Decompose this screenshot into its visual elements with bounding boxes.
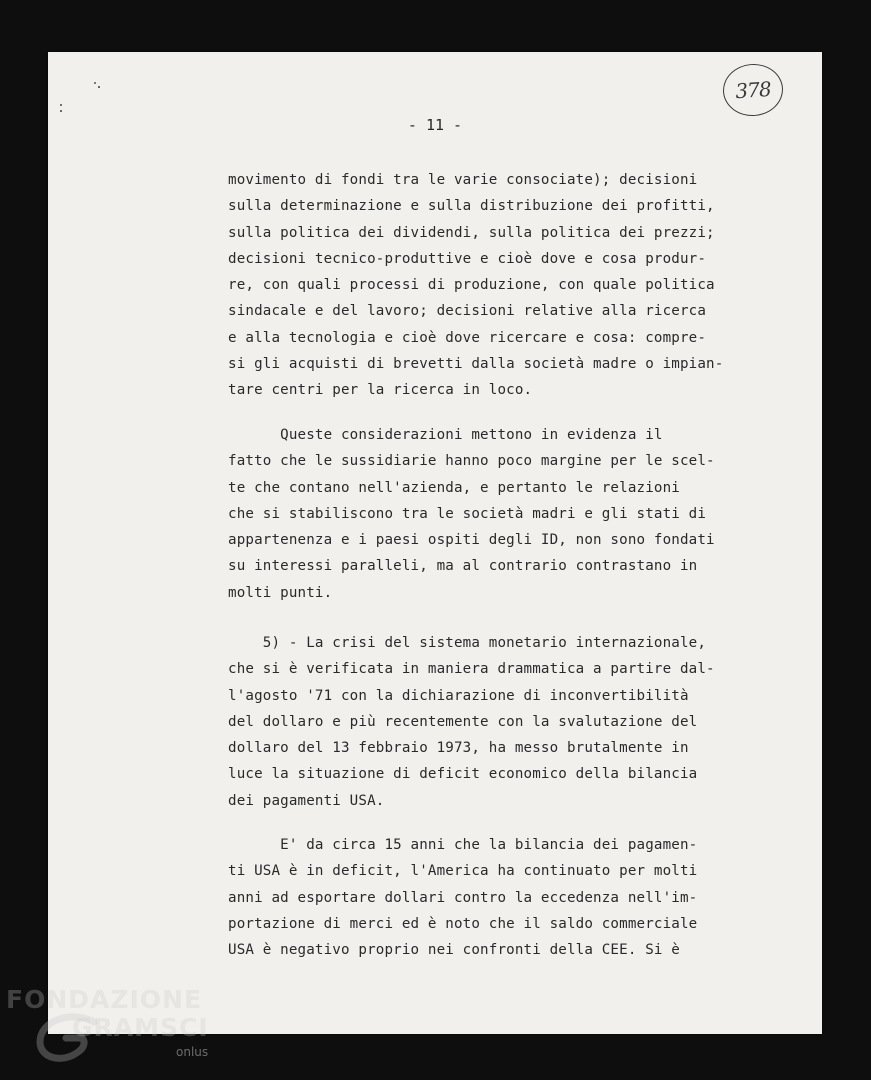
text-line: e alla tecnologia e cioè dove ricercare e cosa: compre- bbox=[228, 329, 707, 346]
text-line: USA è negativo proprio nei confronti della CEE. Si è bbox=[228, 942, 680, 959]
text-line: che si è verificata in maniera drammatica a partire dal- bbox=[228, 661, 715, 678]
text-line: Queste considerazioni mettono in evidenza il bbox=[228, 427, 663, 443]
text-line: te che contano nell'azienda, e pertanto le relazioni bbox=[228, 479, 680, 496]
text-line: sulla politica dei dividendi, sulla politica dei prezzi; bbox=[228, 224, 715, 241]
text-line: si gli acquisti di brevetti dalla società madre o impian- bbox=[228, 356, 724, 373]
text-line: tare centri per la ricerca in loco. bbox=[228, 382, 533, 399]
paragraph bbox=[228, 167, 758, 404]
text-line: l'agosto '71 con la dichiarazione di inconvertibilità bbox=[228, 687, 689, 704]
text-line: ti USA è in deficit, l'America ha continuato per molti bbox=[228, 863, 698, 880]
text-line: appartenenza e i paesi ospiti degli ID, non sono fondati bbox=[228, 532, 715, 549]
text-line: luce la situazione di deficit economico della bilancia bbox=[228, 766, 698, 783]
text-line: decisioni tecnico-produttive e cioè dove e cosa produr- bbox=[228, 250, 707, 267]
text-line: movimento di fondi tra le varie consociate); decisioni bbox=[228, 172, 698, 188]
text-line: fatto che le sussidiarie hanno poco margine per le scel- bbox=[228, 453, 715, 470]
text-line: del dollaro e più recentemente con la svalutazione del bbox=[228, 713, 698, 730]
text-line: sulla determinazione e sulla distribuzione dei profitti, bbox=[228, 198, 715, 215]
text-line: su interessi paralleli, ma al contrario contrastano in bbox=[228, 558, 698, 575]
fondazione-gramsci-watermark bbox=[2, 983, 222, 1078]
archive-number-stamp: 378 bbox=[721, 62, 784, 118]
text-line: portazione di merci ed è noto che il saldo commerciale bbox=[228, 915, 698, 932]
paper-speck bbox=[94, 82, 96, 84]
page-number: - 11 - bbox=[407, 116, 463, 134]
text-line: dei pagamenti USA. bbox=[228, 792, 385, 809]
text-line: E' da circa 15 anni che la bilancia dei pagamen- bbox=[228, 837, 698, 853]
text-line: che si stabiliscono tra le società madri e gli stati di bbox=[228, 505, 707, 522]
paper-speck bbox=[98, 86, 100, 88]
text-line: anni ad esportare dollari contro la eccedenza nell'im- bbox=[228, 889, 698, 906]
paper-speck bbox=[60, 104, 62, 106]
text-line: sindacale e del lavoro; decisioni relative alla ricerca bbox=[228, 303, 707, 320]
paragraph bbox=[228, 422, 758, 606]
watermark-line1: FONDAZIONE bbox=[6, 985, 203, 1014]
text-line: molti punti. bbox=[228, 584, 333, 601]
document-page bbox=[48, 52, 822, 1034]
watermark-line2: GRAMSCI bbox=[72, 1013, 209, 1042]
paper-speck bbox=[60, 110, 62, 112]
text-line: re, con quali processi di produzione, con quale politica bbox=[228, 277, 715, 294]
paragraph bbox=[228, 832, 758, 963]
watermark-suffix: onlus bbox=[176, 1045, 209, 1059]
paragraph bbox=[228, 630, 758, 814]
text-line: 5) - La crisi del sistema monetario internazionale, bbox=[228, 635, 707, 651]
text-line: dollaro del 13 febbraio 1973, ha messo brutalmente in bbox=[228, 740, 689, 757]
